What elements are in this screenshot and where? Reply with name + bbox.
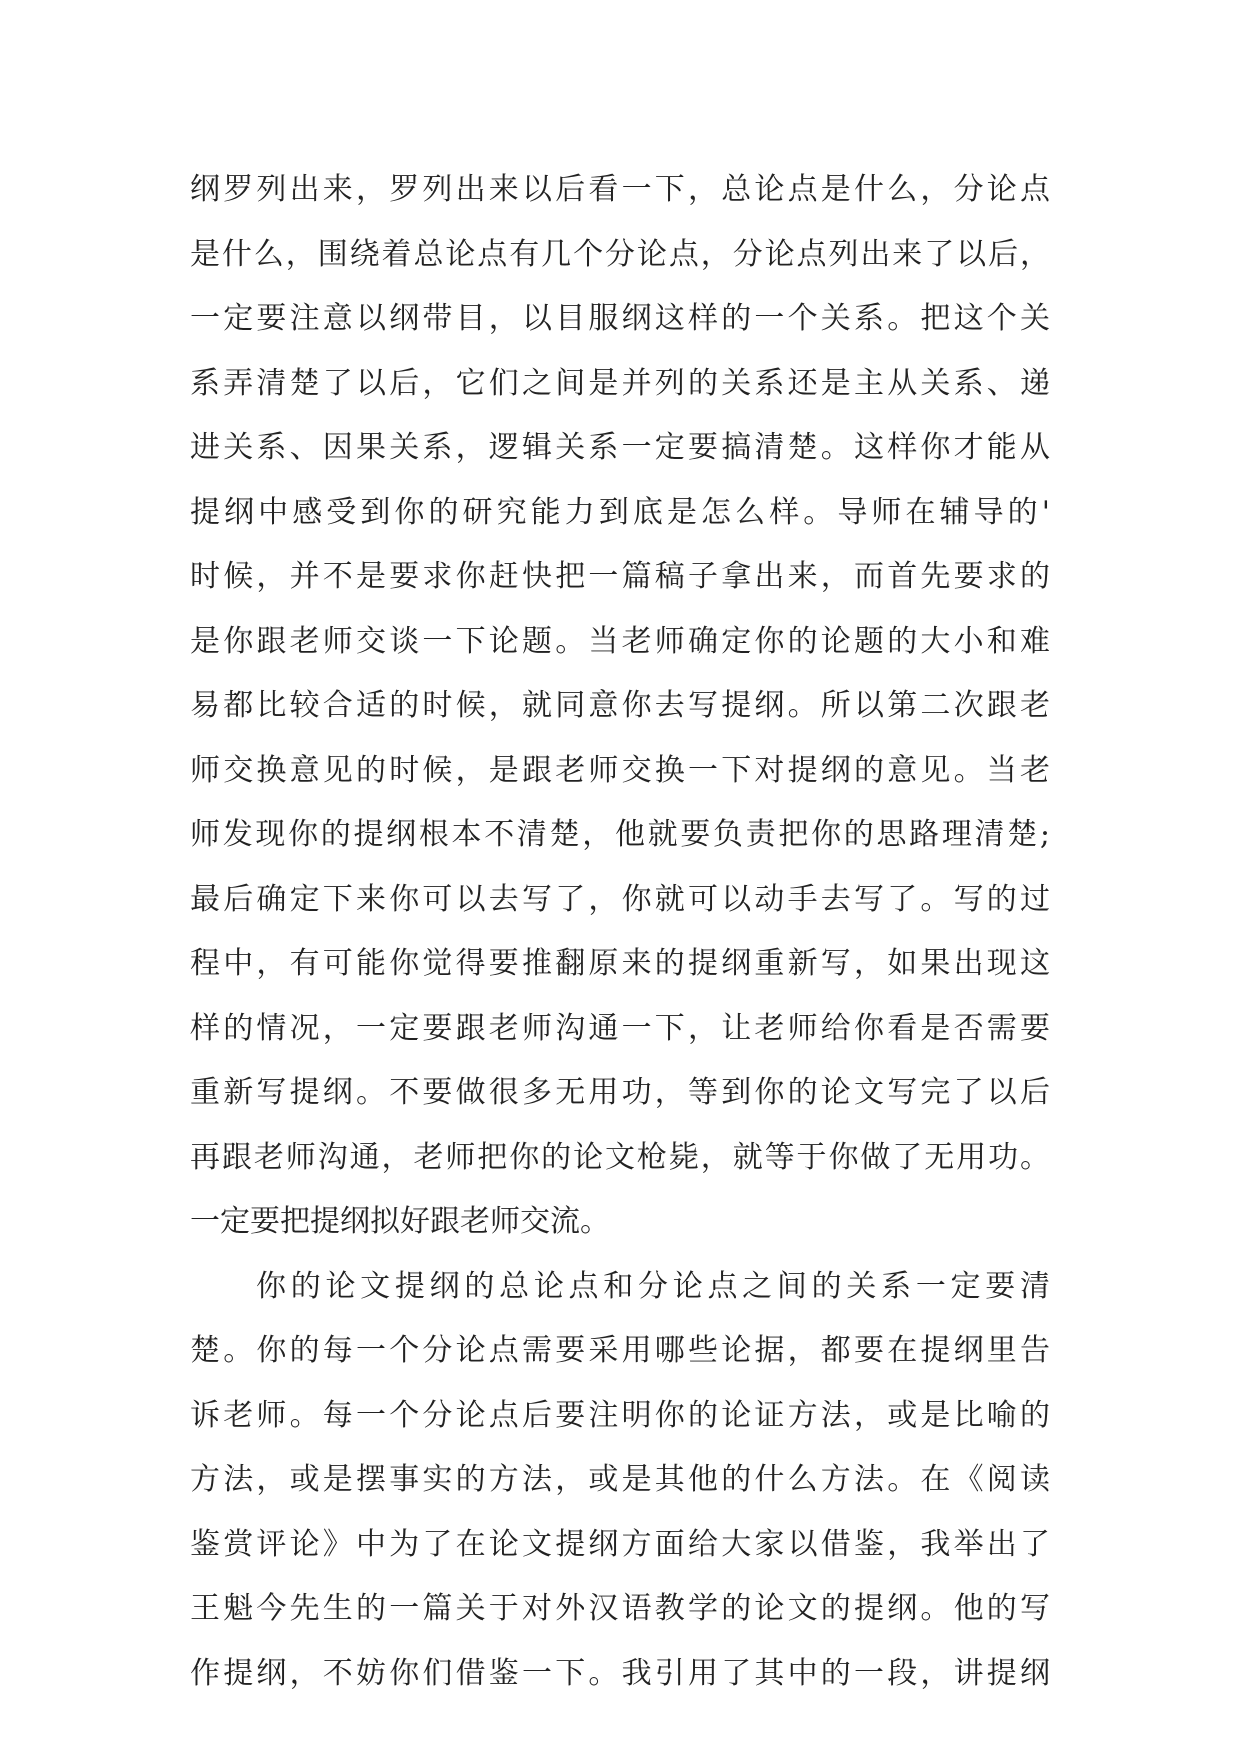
text-line: 是什么，围绕着总论点有几个分论点，分论点列出来了以后， [190,236,1050,272]
text-line: 是你跟老师交谈一下论题。当老师确定你的论题的大小和难 [190,623,1050,659]
text-line: 一定要注意以纲带目，以目服纲这样的一个关系。把这个关 [190,301,1050,336]
text-line: 楚。你的每一个分论点需要采用哪些论据，都要在提纲里告 [190,1333,1050,1368]
text-line: 程中，有可能你觉得要推翻原来的提纲重新写，如果出现这 [190,946,1050,981]
body-text [190,158,1050,1706]
text-line: 时候，并不是要求你赶快把一篇稿子拿出来，而首先要求的 [190,559,1050,594]
text-line: 鉴赏评论》中为了在论文提纲方面给大家以借鉴，我举出了 [190,1526,1050,1562]
text-line: 作提纲，不妨你们借鉴一下。我引用了其中的一段，讲提纲 [190,1655,1050,1691]
text-line: 一定要把提纲拟好跟老师交流。 [190,1204,610,1239]
text-line: 最后确定下来你可以去写了，你就可以动手去写了。写的过 [190,881,1050,917]
text-line: 你的论文提纲的总论点和分论点之间的关系一定要清 [256,1268,1050,1304]
text-line: 纲罗列出来，罗列出来以后看一下，总论点是什么，分论点 [190,172,1050,207]
text-line: 师交换意见的时候，是跟老师交换一下对提纲的意见。当老 [190,752,1050,788]
text-line: 样的情况，一定要跟老师沟通一下，让老师给你看是否需要 [190,1010,1050,1046]
text-line: 师发现你的提纲根本不清楚，他就要负责把你的思路理清楚; [190,817,1050,852]
text-line: 提纲中感受到你的研究能力到底是怎么样。导师在辅导的' [190,494,1050,530]
text-line: 系弄清楚了以后，它们之间是并列的关系还是主从关系、递 [190,365,1050,401]
text-line: 王魁今先生的一篇关于对外汉语教学的论文的提纲。他的写 [190,1591,1050,1626]
paragraph-1 [190,158,1050,1255]
text-line: 重新写提纲。不要做很多无用功，等到你的论文写完了以后 [190,1075,1050,1110]
text-line: 再跟老师沟通，老师把你的论文枪毙，就等于你做了无用功。 [190,1139,1050,1175]
paragraph-2 [190,1255,1050,1707]
text-line: 诉老师。每一个分论点后要注明你的论证方法，或是比喻的 [190,1397,1050,1433]
text-line: 易都比较合适的时候，就同意你去写提纲。所以第二次跟老 [190,688,1050,723]
text-line: 进关系、因果关系，逻辑关系一定要搞清楚。这样你才能从 [190,430,1050,465]
text-line: 方法，或是摆事实的方法，或是其他的什么方法。在《阅读 [190,1462,1050,1497]
